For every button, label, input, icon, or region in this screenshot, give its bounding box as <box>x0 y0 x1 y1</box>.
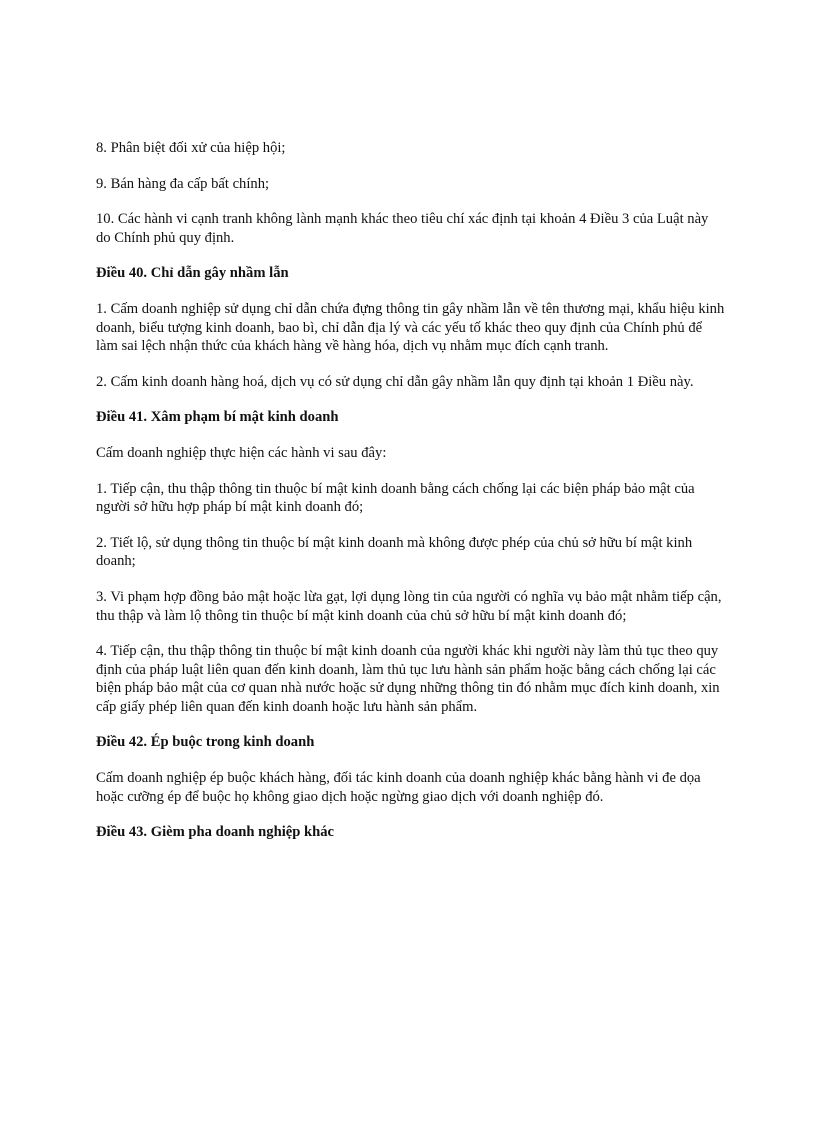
item-10: 10. Các hành vi cạnh tranh không lành mạnh khác theo tiêu chí xác định tại khoản 4 Điều 3 của Luật này do Chính phủ quy định. <box>96 211 709 246</box>
article-41-clause-1: 1. Tiếp cận, thu thập thông tin thuộc bí mật kinh doanh bằng cách chống lại các biện pháp bảo mật của người sở hữu hợp pháp bí mật kinh doanh đó; <box>96 480 695 516</box>
article-41-title: Điều 41. Xâm phạm bí mật kinh doanh <box>96 409 339 426</box>
article-42-title: Điều 42. Ép buộc trong kinh doanh <box>96 734 315 751</box>
article-42-text: Cấm doanh nghiệp ép buộc khách hàng, đối tác kinh doanh của doanh nghiệp khác bằng hành vi đe dọa hoặc cưỡng ép để buộc họ không giao dịch hoặc ngừng giao dịch với doanh nghiệp đó. <box>96 770 701 805</box>
article-40-clause-1: 1. Cấm doanh nghiệp sử dụng chỉ dẫn chứa đựng thông tin gây nhầm lẫn về tên thương mại, khẩu hiệu kinh doanh, biểu tượng kinh doanh, bao bì, chỉ dẫn địa lý và các yếu tố khác theo quy định của Chính phủ để làm sai lệch nhận thức của khách hàng về hàng hóa, dịch vụ nhằm mục đích cạnh tranh. <box>96 300 725 355</box>
item-9: 9. Bán hàng đa cấp bất chính; <box>96 175 270 192</box>
article-41-clause-2: 2. Tiết lộ, sử dụng thông tin thuộc bí mật kinh doanh mà không được phép của chủ sở hữu bí mật kinh doanh; <box>96 534 693 570</box>
article-40-clause-2: 2. Cấm kinh doanh hàng hoá, dịch vụ có sử dụng chỉ dẫn gây nhầm lẫn quy định tại khoản 1 Điều này. <box>96 373 694 390</box>
article-41-clause-4: 4. Tiếp cận, thu thập thông tin thuộc bí mật kinh doanh của người khác khi người này làm thủ tục theo quy định của pháp luật liên quan đến kinh doanh, làm thủ tục lưu hành sản phẩm hoặc bằng cách chống lại các biện pháp bảo mật của cơ quan nhà nước hoặc sử dụng những thông tin đó nhằm mục đích kinh doanh, xin cấp giấy phép liên quan đến kinh doanh hoặc lưu hành sản phẩm. <box>96 643 720 715</box>
article-43-title: Điều 43. Gièm pha doanh nghiệp khác <box>96 824 335 841</box>
item-8: 8. Phân biệt đối xử của hiệp hội; <box>96 140 286 156</box>
article-41-clause-3: 3. Vi phạm hợp đồng bảo mật hoặc lừa gạt, lợi dụng lòng tin của người có nghĩa vụ bảo mật nhằm tiếp cận, thu thập và làm lộ thông tin thuộc bí mật kinh doanh của chủ sở hữu bí mật kinh doanh đó; <box>96 588 722 624</box>
article-40-title: Điều 40. Chỉ dẫn gây nhầm lẫn <box>96 265 289 282</box>
article-41-intro: Cấm doanh nghiệp thực hiện các hành vi sau đây: <box>96 444 387 461</box>
document-page <box>96 139 726 859</box>
